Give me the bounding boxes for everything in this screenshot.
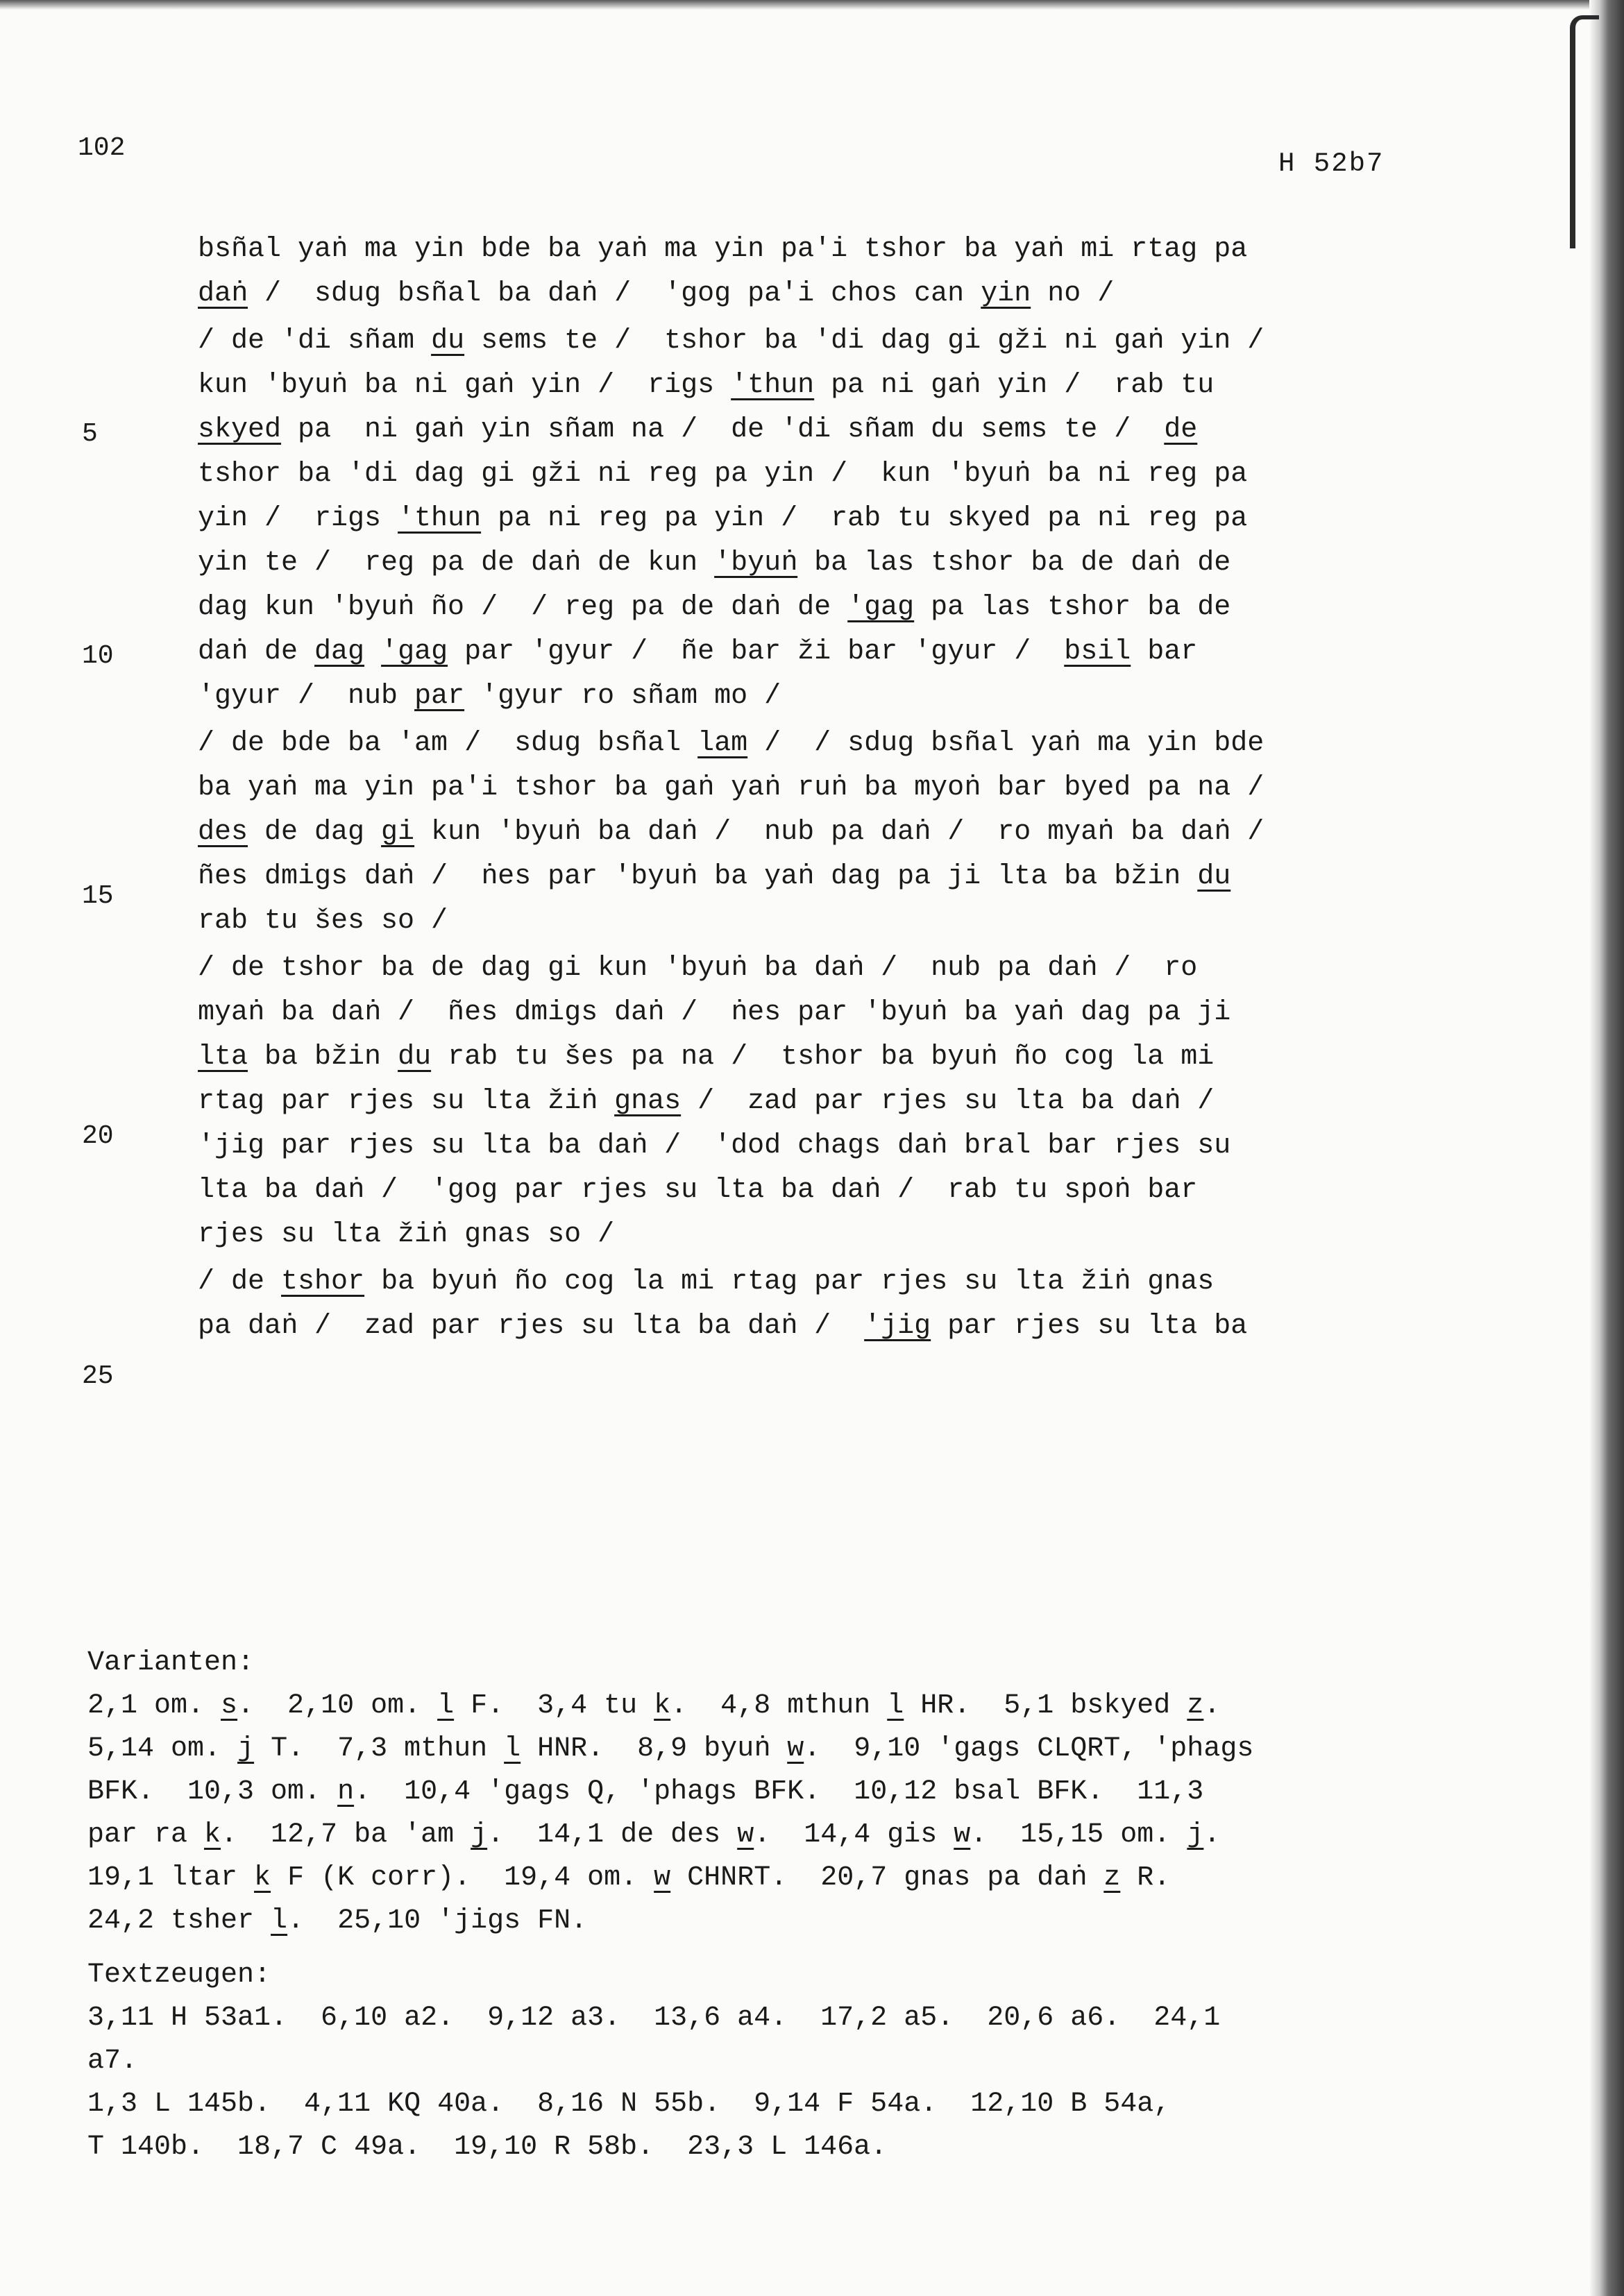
text-line: rab tu šes so / xyxy=(198,905,448,937)
underlined-word: j xyxy=(1187,1819,1204,1851)
text-line: / de tshor ba de dag gi kun 'byuṅ ba daṅ / nub pa daṅ / ro xyxy=(198,953,1198,984)
underlined-word: du xyxy=(398,1041,432,1073)
underlined-word: l xyxy=(504,1733,521,1764)
text-line: / de 'di sñam du sems te / tshor ba 'di dag gi gži ni gaṅ yin / xyxy=(198,325,1264,357)
scan-binding-shadow xyxy=(1570,15,1599,248)
text-line: daṅ de dag 'gag par 'gyur / ñe bar ži bar 'gyur / bsil bar xyxy=(198,636,1198,667)
underlined-word: z xyxy=(1103,1862,1121,1894)
underlined-word: lam xyxy=(697,728,748,759)
variant-line: 2,1 om. s. 2,10 om. l F. 3,4 tu k. 4,8 mthun l HR. 5,1 bskyed z. xyxy=(87,1690,1221,1721)
text-line: des de dag gi kun 'byuṅ ba daṅ / nub pa daṅ / ro myaṅ ba daṅ / xyxy=(198,817,1264,848)
paragraph xyxy=(198,946,1405,1257)
paragraph xyxy=(198,722,1405,944)
variant-line: par ra k. 12,7 ba 'am j. 14,1 de des w. 14,4 gis w. 15,15 om. j. xyxy=(87,1819,1221,1851)
line-number-25: 25 xyxy=(82,1361,114,1391)
variant-line: 5,14 om. j T. 7,3 mthun l HNR. 8,9 byuṅ w. 9,10 'gags CLQRT, 'phags xyxy=(87,1733,1254,1764)
underlined-word: 'jig xyxy=(864,1311,931,1342)
underlined-word: k xyxy=(204,1819,221,1851)
manuscript-reference: H 52b7 xyxy=(1278,148,1385,179)
text-line: ñes dmigs daṅ / ṅes par 'byuṅ ba yaṅ dag pa ji lta ba bžin du xyxy=(198,861,1231,892)
variant-line: 19,1 ltar k F (K corr). 19,4 om. w CHNRT. 20,7 gnas pa daṅ z R. xyxy=(87,1862,1171,1894)
underlined-word: yin xyxy=(981,278,1031,309)
underlined-word: l xyxy=(437,1690,455,1721)
witness-line: a7. xyxy=(87,2046,138,2077)
underlined-word: 'thun xyxy=(398,503,482,534)
underlined-word: daṅ xyxy=(198,278,248,309)
underlined-word: de xyxy=(1164,414,1198,445)
underlined-word: w xyxy=(954,1819,971,1851)
text-line: pa daṅ / zad par rjes su lta ba daṅ / 'jig par rjes su lta ba xyxy=(198,1311,1248,1342)
text-line: tshor ba 'di dag gi gži ni reg pa yin / kun 'byuṅ ba ni reg pa xyxy=(198,459,1248,490)
paragraph xyxy=(198,228,1405,316)
witnesses-list xyxy=(87,1997,1441,2169)
underlined-word: j xyxy=(471,1819,488,1851)
paragraph xyxy=(198,319,1405,719)
text-line: ba yaṅ ma yin pa'i tshor ba gaṅ yaṅ ruṅ ba myoṅ bar byed pa na / xyxy=(198,772,1264,803)
underlined-word: j xyxy=(237,1733,255,1764)
witnesses-heading: Textzeugen: xyxy=(87,1959,271,1991)
variant-line: BFK. 10,3 om. n. 10,4 'gags Q, 'phags BFK. 10,12 bsal BFK. 11,3 xyxy=(87,1776,1204,1808)
text-line: daṅ / sdug bsñal ba daṅ / 'gog pa'i chos can yin no / xyxy=(198,278,1115,309)
scan-top-edge xyxy=(0,0,1624,10)
main-text xyxy=(198,228,1405,1349)
underlined-word: z xyxy=(1187,1690,1204,1721)
paragraph xyxy=(198,1260,1405,1349)
text-line: / de tshor ba byuṅ ño cog la mi rtag par rjes su lta žiṅ gnas xyxy=(198,1266,1215,1298)
text-line: kun 'byuṅ ba ni gaṅ yin / rigs 'thun pa ni gaṅ yin / rab tu xyxy=(198,370,1215,401)
underlined-word: 'byuṅ xyxy=(714,547,798,579)
underlined-word: gnas xyxy=(614,1086,682,1117)
variants-heading: Varianten: xyxy=(87,1647,255,1678)
underlined-word: par xyxy=(414,681,465,712)
line-number-20: 20 xyxy=(82,1121,114,1151)
text-line: yin te / reg pa de daṅ de kun 'byuṅ ba las tshor ba de daṅ de xyxy=(198,547,1231,579)
scan-right-edge xyxy=(1589,0,1624,2296)
underlined-word: w xyxy=(737,1819,754,1851)
line-number-10: 10 xyxy=(82,641,114,671)
witness-line: 1,3 L 145b. 4,11 KQ 40a. 8,16 N 55b. 9,14 F 54a. 12,10 B 54a, xyxy=(87,2089,1171,2120)
underlined-word: lta xyxy=(198,1041,248,1073)
underlined-word: du xyxy=(1197,861,1231,892)
variants-list xyxy=(87,1685,1441,1943)
underlined-word: l xyxy=(271,1905,288,1937)
underlined-word: bsil xyxy=(1064,636,1131,667)
text-line: bsñal yaṅ ma yin bde ba yaṅ ma yin pa'i tshor ba yaṅ mi rtag pa xyxy=(198,234,1248,265)
witness-line: T 140b. 18,7 C 49a. 19,10 R 58b. 23,3 L 146a. xyxy=(87,2132,888,2163)
underlined-word: k xyxy=(254,1862,271,1894)
text-line: 'gyur / nub par 'gyur ro sñam mo / xyxy=(198,681,781,712)
underlined-word: gi xyxy=(381,817,415,848)
underlined-word: w xyxy=(654,1862,671,1894)
text-line: rtag par rjes su lta žiṅ gnas / zad par rjes su lta ba daṅ / xyxy=(198,1086,1215,1117)
underlined-word: l xyxy=(887,1690,904,1721)
underlined-word: 'gag xyxy=(381,636,448,667)
underlined-word: n xyxy=(337,1776,355,1808)
witness-line: 3,11 H 53a1. 6,10 a2. 9,12 a3. 13,6 a4. 17,2 a5. 20,6 a6. 24,1 xyxy=(87,2002,1221,2034)
underlined-word: du xyxy=(431,325,465,357)
underlined-word: k xyxy=(654,1690,671,1721)
apparatus xyxy=(87,1642,1441,2169)
text-line: dag kun 'byuṅ ño / / reg pa de daṅ de 'gag pa las tshor ba de xyxy=(198,592,1231,623)
underlined-word: dag xyxy=(314,636,365,667)
text-line: 'jig par rjes su lta ba daṅ / 'dod chags daṅ bral bar rjes su xyxy=(198,1130,1231,1162)
line-number-15: 15 xyxy=(82,881,114,911)
text-line: / de bde ba 'am / sdug bsñal lam / / sdug bsñal yaṅ ma yin bde xyxy=(198,728,1264,759)
underlined-word: s xyxy=(221,1690,238,1721)
text-line: myaṅ ba daṅ / ñes dmigs daṅ / ṅes par 'byuṅ ba yaṅ dag pa ji xyxy=(198,997,1231,1028)
underlined-word: 'thun xyxy=(731,370,815,401)
text-line: skyed pa ni gaṅ yin sñam na / de 'di sñam du sems te / de xyxy=(198,414,1198,445)
text-line: yin / rigs 'thun pa ni reg pa yin / rab tu skyed pa ni reg pa xyxy=(198,503,1248,534)
underlined-word: tshor xyxy=(281,1266,365,1298)
page-number: 102 xyxy=(78,133,126,163)
underlined-word: skyed xyxy=(198,414,282,445)
text-line: lta ba daṅ / 'gog par rjes su lta ba daṅ / rab tu spoṅ bar xyxy=(198,1175,1198,1206)
text-line: lta ba bžin du rab tu šes pa na / tshor ba byuṅ ño cog la mi xyxy=(198,1041,1215,1073)
underlined-word: 'gag xyxy=(847,592,915,623)
line-number-5: 5 xyxy=(82,419,98,449)
variant-line: 24,2 tsher l. 25,10 'jigs FN. xyxy=(87,1905,588,1937)
text-line: rjes su lta žiṅ gnas so / xyxy=(198,1219,615,1250)
underlined-word: des xyxy=(198,817,248,848)
underlined-word: w xyxy=(787,1733,804,1764)
